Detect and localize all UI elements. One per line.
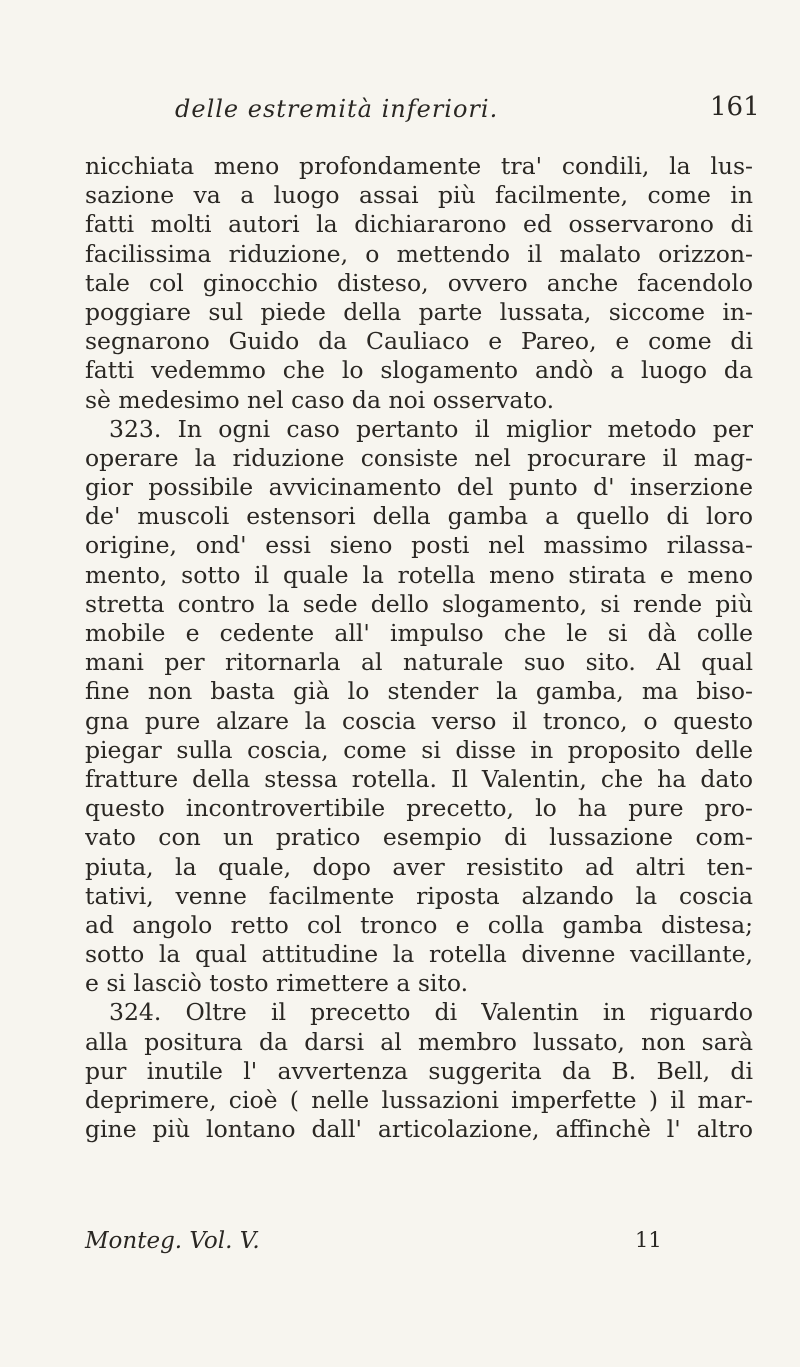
text-line: origine, ond' essi sieno posti nel massimo rilassa- <box>85 531 753 560</box>
text-line: tativi, venne facilmente riposta alzando la coscia <box>85 881 753 910</box>
text-line: poggiare sul piede della parte lussata, siccome in- <box>85 297 753 326</box>
text-line: alla positura da darsi al membro lussato, non sarà <box>85 1027 753 1056</box>
text-line: pur inutile l' avvertenza suggerita da B. Bell, di <box>85 1056 753 1085</box>
text-line: fatti molti autori la dichiararono ed osservarono di <box>85 210 753 239</box>
text-line: stretta contro la sede dello slogamento, si rende più <box>85 589 753 618</box>
text-line: fine non basta già lo stender la gamba, ma biso- <box>85 677 753 706</box>
text-line: tale col ginocchio disteso, ovvero anche facendolo <box>85 268 753 297</box>
text-line: 324. Oltre il precetto di Valentin in riguardo <box>109 998 753 1027</box>
text-line: facilissima riduzione, o mettendo il malato orizzon- <box>85 239 753 268</box>
text-line: operare la riduzione consiste nel procurare il mag- <box>85 443 753 472</box>
running-head <box>0 92 800 135</box>
text-line: sazione va a luogo assai più facilmente, come in <box>85 181 753 210</box>
text-line: mento, sotto il quale la rotella meno stirata e meno <box>85 560 753 589</box>
text-line: fratture della stessa rotella. Il Valentin, che ha dato <box>85 764 753 793</box>
text-line: vato con un pratico esempio di lussazione com- <box>85 823 753 852</box>
text-line: piuta, la quale, dopo aver resistito ad altri ten- <box>85 852 753 881</box>
text-line: questo incontrovertibile precetto, lo ha pure pro- <box>85 794 753 823</box>
text-line: mani per ritornarla al naturale suo sito. Al qual <box>85 648 753 677</box>
text-line: deprimere, cioè ( nelle lussazioni imperfette ) il mar- <box>85 1086 753 1114</box>
running-title: delle estremità inferiori. <box>175 95 499 123</box>
text-line: gine più lontano dall' articolazione, affinchè l' altro <box>85 1115 753 1144</box>
text-line: gna pure alzare la coscia verso il tronco, o questo <box>85 706 753 735</box>
sheet-mark: 11 <box>635 1228 662 1252</box>
text-line: 323. In ogni caso pertanto il miglior metodo per <box>109 414 753 443</box>
text-line: e si lasciò tosto rimettere a sito. <box>85 969 469 998</box>
text-line: de' muscoli estensori della gamba a quello di loro <box>85 502 753 531</box>
page-footer <box>85 1228 753 1258</box>
body-text <box>85 152 753 1144</box>
text-line: gior possibile avvicinamento del punto d' inserzione <box>85 473 753 502</box>
printer-signature: Monteg. Vol. V. <box>85 1228 260 1254</box>
text-line: ad angolo retto col tronco e colla gamba distesa; <box>85 910 753 939</box>
text-line: piegar sulla coscia, come si disse in proposito delle <box>85 735 753 764</box>
text-line: sotto la qual attitudine la rotella divenne vacillante, <box>85 940 753 969</box>
text-line: nicchiata meno profondamente tra' condili, la lus- <box>85 152 753 180</box>
text-line: mobile e cedente all' impulso che le si dà colle <box>85 619 753 647</box>
text-line: sè medesimo nel caso da noi osservato. <box>85 385 555 414</box>
text-line: segnarono Guido da Cauliaco e Pareo, e come di <box>85 327 753 356</box>
page-number: 161 <box>710 92 760 122</box>
text-line: fatti vedemmo che lo slogamento andò a luogo da <box>85 356 753 385</box>
